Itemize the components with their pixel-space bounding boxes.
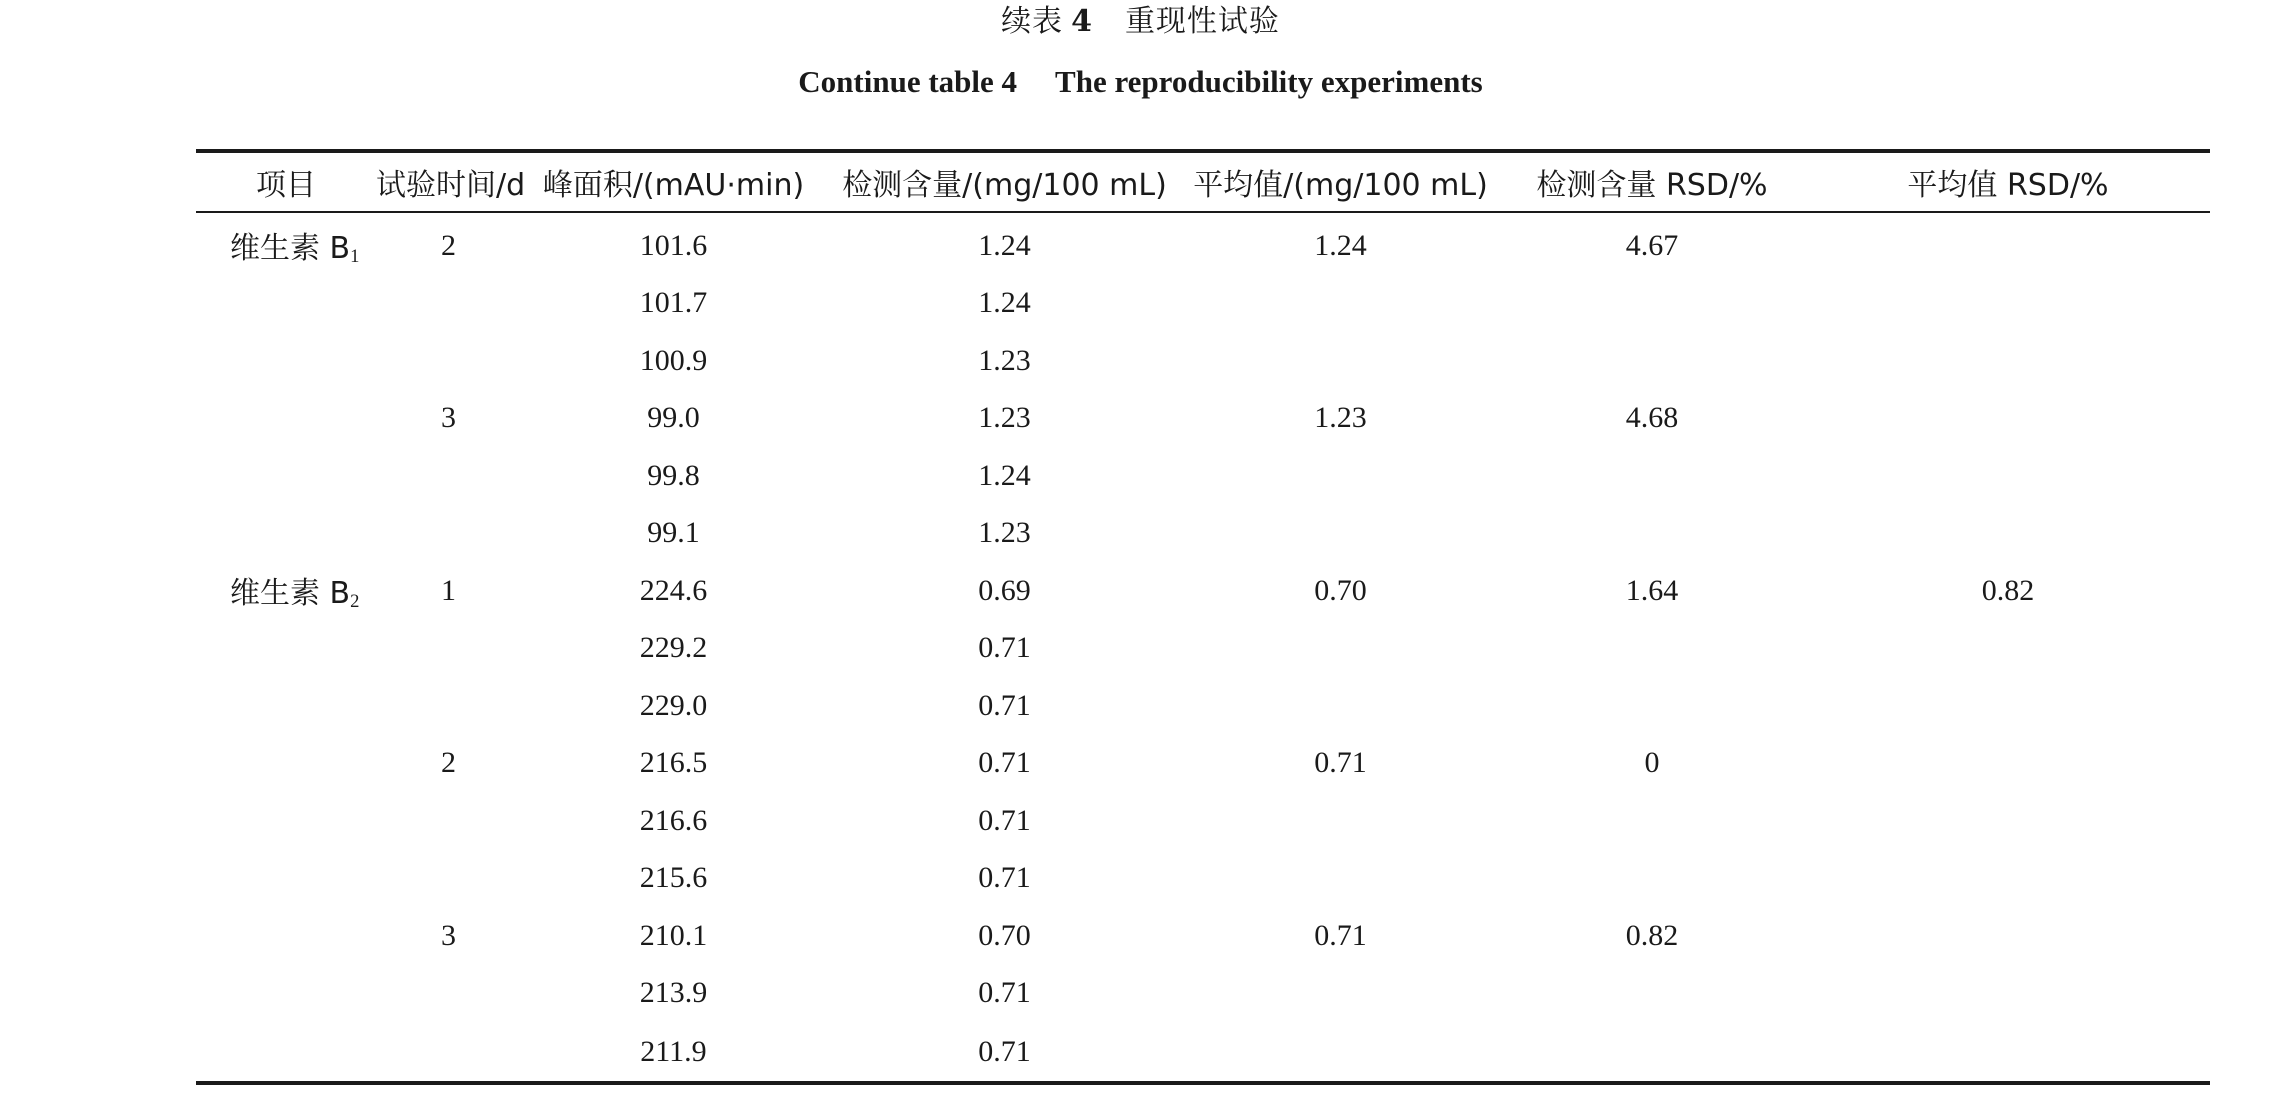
cell-mean-rsd	[1806, 275, 2210, 333]
cell-item	[196, 620, 376, 678]
cell-test-day	[376, 850, 521, 908]
cell-item	[196, 850, 376, 908]
cell-mean-rsd	[1806, 907, 2210, 965]
cell-item	[196, 907, 376, 965]
cell-mean-rsd	[1806, 850, 2210, 908]
cell-detected-content: 0.71	[978, 688, 1031, 722]
cell-peak-area: 210.1	[639, 918, 708, 952]
cell-test-day	[376, 965, 521, 1023]
cell-content-rsd: 0.82	[1625, 918, 1679, 952]
cell-test-day: 1	[441, 573, 456, 607]
cell-peak-area: 211.9	[640, 1034, 707, 1068]
cell-test-day	[376, 332, 521, 390]
cell-mean-rsd	[1806, 792, 2210, 850]
column-header-peak-area: 峰面积/(mAU·min)	[542, 168, 805, 203]
column-header-test-time: 试验时间/d	[376, 168, 526, 203]
cell-item	[196, 792, 376, 850]
cell-content-rsd	[1498, 1022, 1806, 1083]
table-row	[196, 447, 2210, 505]
cell-test-day: 3	[441, 918, 456, 952]
column-header-content-rsd: 检测含量 RSD/%	[1536, 168, 1768, 203]
cell-mean-rsd	[1806, 965, 2210, 1023]
column-header-item: 项目	[256, 168, 316, 203]
cell-test-day: 3	[441, 401, 456, 435]
cell-detected-content: 0.69	[978, 573, 1031, 607]
cell-peak-area: 216.6	[639, 803, 708, 837]
cell-mean-rsd	[1806, 505, 2210, 563]
cell-item	[196, 505, 376, 563]
table-row	[196, 792, 2210, 850]
cell-peak-area: 101.7	[639, 286, 708, 320]
cell-content-rsd: 0	[1644, 746, 1660, 780]
cell-peak-area: 216.5	[639, 746, 708, 780]
cell-detected-content: 0.70	[978, 918, 1031, 952]
cell-test-day	[376, 275, 521, 333]
cell-test-day: 2	[441, 228, 456, 262]
table-title-english	[0, 60, 2281, 104]
cell-mean-rsd	[1806, 735, 2210, 793]
cell-mean: 0.70	[1314, 573, 1367, 607]
cell-mean-rsd	[1806, 332, 2210, 390]
cell-content-rsd	[1498, 677, 1806, 735]
cell-mean	[1183, 1022, 1498, 1083]
cell-mean: 1.23	[1314, 401, 1367, 435]
cell-content-rsd	[1498, 505, 1806, 563]
cell-mean	[1183, 792, 1498, 850]
cell-mean-rsd	[1806, 447, 2210, 505]
cell-detected-content: 0.71	[978, 746, 1031, 780]
cell-item	[196, 390, 376, 448]
cell-detected-content: 1.23	[978, 401, 1031, 435]
cell-peak-area: 101.6	[639, 228, 708, 262]
cell-test-day	[376, 505, 521, 563]
table-title-cn-prefix: 续表	[1001, 4, 1064, 39]
cell-detected-content: 0.71	[978, 631, 1031, 665]
cell-item	[196, 275, 376, 333]
cell-detected-content: 1.24	[978, 228, 1031, 262]
cell-item	[196, 1022, 376, 1083]
reproducibility-table	[196, 149, 2210, 1085]
table-title-en-text: The reproducibility experiments	[1055, 64, 1483, 99]
cell-detected-content: 0.71	[978, 861, 1031, 895]
cell-content-rsd	[1498, 447, 1806, 505]
cell-mean	[1183, 447, 1498, 505]
table-title-en-prefix: Continue table 4	[798, 64, 1018, 99]
cell-content-rsd	[1498, 850, 1806, 908]
cell-item	[196, 735, 376, 793]
cell-detected-content: 1.24	[978, 458, 1031, 492]
cell-detected-content: 1.24	[978, 286, 1031, 320]
cell-content-rsd	[1498, 965, 1806, 1023]
cell-mean-rsd	[1806, 212, 2210, 275]
table-row	[196, 505, 2210, 563]
table-row	[196, 677, 2210, 735]
table-row	[196, 965, 2210, 1023]
cell-mean: 0.71	[1314, 746, 1367, 780]
cell-peak-area: 99.0	[647, 401, 700, 435]
cell-detected-content: 0.71	[978, 803, 1031, 837]
cell-peak-area: 213.9	[639, 976, 708, 1010]
cell-content-rsd	[1498, 792, 1806, 850]
table-body	[196, 212, 2210, 1083]
cell-detected-content: 1.23	[978, 343, 1031, 377]
cell-content-rsd: 4.68	[1625, 401, 1679, 435]
column-header-detected-content: 检测含量/(mg/100 mL)	[842, 168, 1167, 203]
table-row	[196, 620, 2210, 678]
cell-mean-rsd	[1806, 1022, 2210, 1083]
cell-item	[196, 212, 376, 275]
cell-content-rsd	[1498, 620, 1806, 678]
cell-mean: 1.24	[1314, 228, 1367, 262]
cell-mean	[1183, 505, 1498, 563]
cell-test-day	[376, 1022, 521, 1083]
cell-content-rsd	[1498, 332, 1806, 390]
cell-test-day	[376, 447, 521, 505]
cell-mean	[1183, 965, 1498, 1023]
cell-item	[196, 965, 376, 1023]
cell-peak-area: 224.6	[639, 573, 708, 607]
cell-content-rsd	[1498, 275, 1806, 333]
table-row	[196, 1022, 2210, 1083]
cell-peak-area: 100.9	[639, 343, 708, 377]
cell-mean: 0.71	[1314, 918, 1367, 952]
item-name: 维生素 B	[230, 576, 351, 612]
cell-item	[196, 332, 376, 390]
cell-mean	[1183, 850, 1498, 908]
cell-content-rsd: 1.64	[1625, 573, 1679, 607]
table-row	[196, 850, 2210, 908]
table-title-cn-number: 4	[1071, 4, 1093, 39]
cell-peak-area: 229.2	[639, 631, 708, 665]
table-row	[196, 212, 2210, 275]
cell-mean	[1183, 332, 1498, 390]
cell-mean-rsd: 0.82	[1981, 573, 2035, 607]
item-name: 维生素 B	[230, 231, 351, 267]
cell-detected-content: 1.23	[978, 516, 1031, 550]
cell-content-rsd: 4.67	[1625, 228, 1679, 262]
cell-detected-content: 0.71	[978, 976, 1031, 1010]
cell-item	[196, 562, 376, 620]
table-row	[196, 332, 2210, 390]
cell-peak-area: 215.6	[639, 861, 708, 895]
cell-peak-area: 99.1	[647, 516, 700, 550]
cell-item	[196, 677, 376, 735]
table-row	[196, 390, 2210, 448]
table-header-row	[196, 151, 2210, 212]
cell-peak-area: 229.0	[639, 688, 708, 722]
item-subscript: 1	[350, 246, 360, 268]
column-header-mean: 平均值/(mg/100 mL)	[1193, 168, 1488, 203]
cell-mean-rsd	[1806, 677, 2210, 735]
table-row	[196, 907, 2210, 965]
table-row	[196, 735, 2210, 793]
item-subscript: 2	[350, 591, 360, 613]
cell-mean-rsd	[1806, 620, 2210, 678]
table-title-chinese	[0, 0, 2281, 44]
column-header-mean-rsd: 平均值 RSD/%	[1907, 168, 2109, 203]
cell-test-day: 2	[441, 746, 456, 780]
cell-mean	[1183, 620, 1498, 678]
table-row	[196, 275, 2210, 333]
cell-peak-area: 99.8	[647, 458, 700, 492]
cell-item	[196, 447, 376, 505]
cell-mean	[1183, 275, 1498, 333]
cell-test-day	[376, 792, 521, 850]
cell-mean-rsd	[1806, 390, 2210, 448]
cell-test-day	[376, 620, 521, 678]
cell-detected-content: 0.71	[978, 1034, 1031, 1068]
cell-test-day	[376, 677, 521, 735]
reproducibility-table-container	[196, 149, 2210, 1085]
table-row	[196, 562, 2210, 620]
cell-mean	[1183, 677, 1498, 735]
table-title-cn-text: 重现性试验	[1124, 4, 1280, 39]
